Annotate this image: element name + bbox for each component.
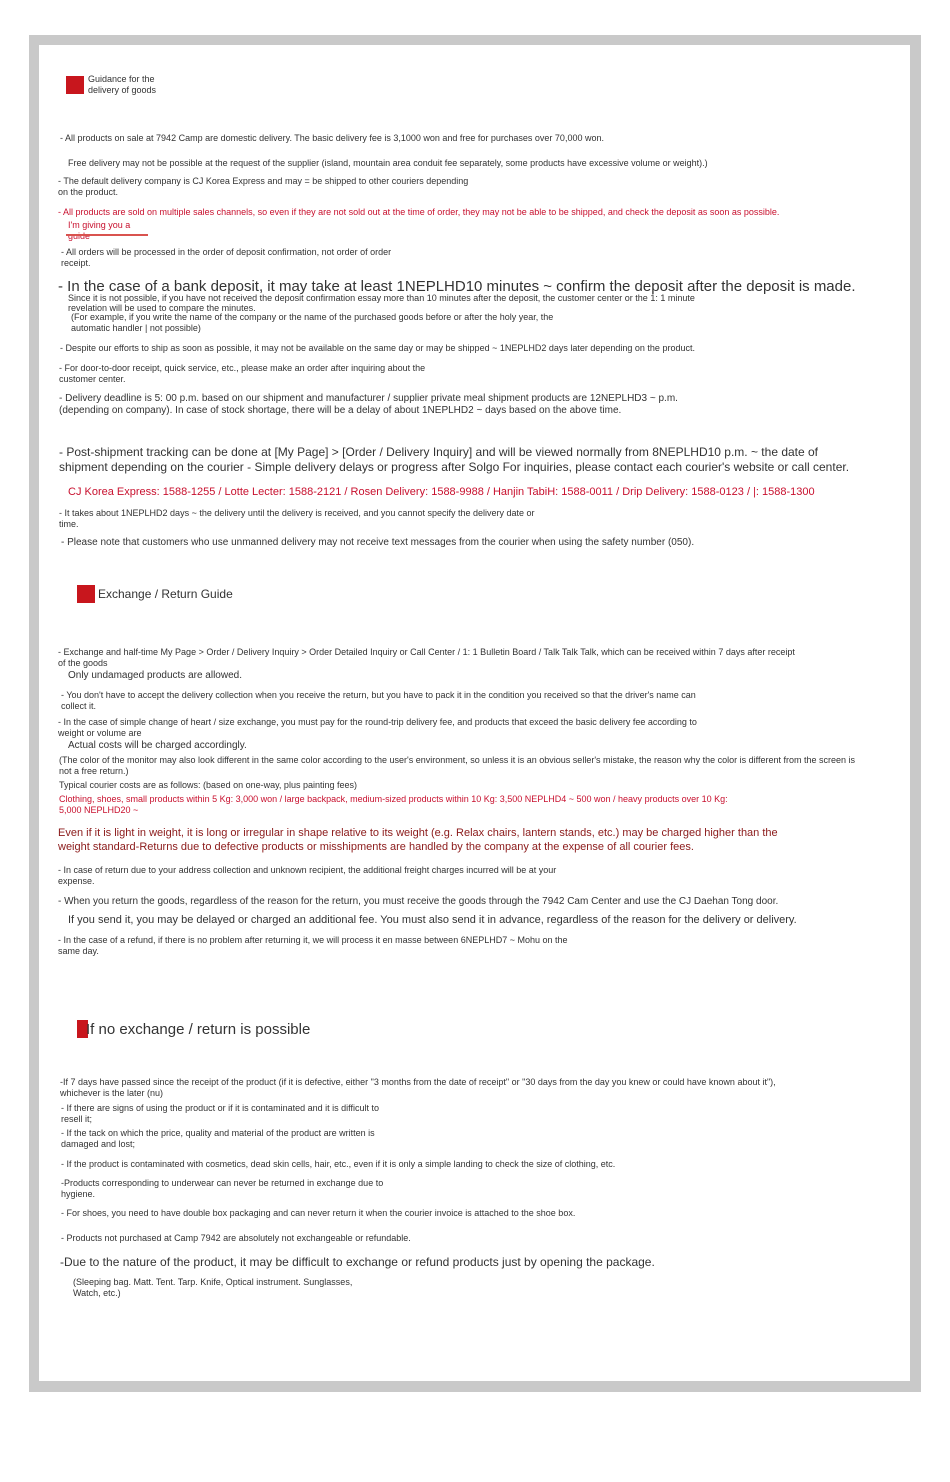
exchange-line-3: - You don't have to accept the delivery collection when you receive the return, but you have to pack it in the condition you received so that the driver's name can collect it. [61, 690, 696, 711]
section-marker-icon [66, 76, 84, 94]
delivery-line-9: - Despite our efforts to ship as soon as possible, it may not be available on the same day or may be shipped ~ 1NEPLHD2 days later depending on the product. [60, 343, 695, 353]
delivery-line-2: Free delivery may not be possible at the request of the supplier (island, mountain area conduit fee separately, some products have excessive volume or weight).) [68, 158, 708, 168]
noreturn-line-6: - For shoes, you need to have double box packaging and can never return it when the courier invoice is attached to the shoe box. [61, 1208, 576, 1218]
delivery-line-1: - All products on sale at 7942 Camp are domestic delivery. The basic delivery fee is 3,1000 won and free for purchases over 70,000 won. [60, 133, 604, 143]
exchange-line-5: Actual costs will be charged accordingly. [68, 740, 247, 751]
noreturn-line-2: - If there are signs of using the product or if it is contaminated and it is difficult to resell it; [61, 1103, 379, 1124]
noreturn-line-4: - If the product is contaminated with cosmetics, dead skin cells, hair, etc., even if it is only a simple landing to check the size of clothing, etc. [61, 1159, 616, 1169]
noreturn-heading: If no exchange / return is possible [86, 1021, 311, 1038]
noreturn-line-9: (Sleeping bag. Matt. Tent. Tarp. Knife, Optical instrument. Sunglasses, Watch, etc.) [73, 1277, 353, 1298]
guide-note: I'm giving you a [68, 220, 131, 230]
noreturn-line-1: -If 7 days have passed since the receipt of the product (if it is defective, either "3 months from the date of receipt" or "30 days from the day you knew or could have known about it"), whichever is the later (nu) [60, 1077, 776, 1098]
delivery-line-6: - In the case of a bank deposit, it may take at least 1NEPLHD10 minutes ~ confirm the deposit after the deposit is made. [58, 278, 856, 295]
exchange-line-9: Even if it is light in weight, it is long or irregular in shape relative to its weight (e.g. Relax chairs, lantern stands, etc.) may be charged higher than the weight standard-Returns due to defective products or misshipments are handled by the company at the expense of all courier fees. [58, 827, 778, 854]
delivery-line-10: - For door-to-door receipt, quick service, etc., please make an order after inquiring about the customer center. [59, 363, 426, 384]
delivery-line-3: - The default delivery company is CJ Korea Express and may = be shipped to other couriers depending on the product. [58, 176, 469, 197]
exchange-line-12: If you send it, you may be delayed or charged an additional fee. You must also send it in advance, regardless of the reason for the delivery or delivery. [68, 914, 797, 926]
exchange-line-6: (The color of the monitor may also look different in the same color according to the user's environment, so unless it is an obvious seller's mistake, the reason why the color is different from the screen is not a free return.) [59, 755, 855, 776]
exchange-line-10: - In case of return due to your address collection and unknown recipient, the additional freight charges incurred will be at your expense. [58, 865, 557, 886]
section-marker-icon [77, 585, 95, 603]
exchange-line-7: Typical courier costs are as follows: (based on one-way, plus painting fees) [59, 780, 357, 790]
guide-underline [66, 234, 148, 236]
courier-phone-list: CJ Korea Express: 1588-1255 / Lotte Lecter: 1588-2121 / Rosen Delivery: 1588-9988 / Hanjin TabiH: 1588-0011 / Drip Delivery: 1588-0123 / |: 1588-1300 [68, 486, 815, 498]
delivery-heading: Guidance for the delivery of goods [88, 74, 157, 95]
delivery-line-8: (For example, if you write the name of the company or the name of the purchased goods before or after the holy year, the automatic handler | not possible) [71, 312, 554, 333]
exchange-line-11: - When you return the goods, regardless of the reason for the return, you must receive the goods through the 7942 Cam Center and use the CJ Daehan Tong door. [58, 896, 779, 907]
delivery-line-5: - All orders will be processed in the order of deposit confirmation, not order of order receipt. [61, 247, 392, 268]
content-panel [39, 45, 910, 1381]
noreturn-line-3: - If the tack on which the price, quality and material of the product are written is damaged and lost; [61, 1128, 375, 1149]
exchange-line-13: - In the case of a refund, if there is no problem after returning it, we will process it en masse between 6NEPLHD7 ~ Mohu on the same day. [58, 935, 568, 956]
exchange-line-2: Only undamaged products are allowed. [68, 670, 242, 681]
noreturn-line-8: -Due to the nature of the product, it may be difficult to exchange or refund products just by opening the package. [60, 1255, 655, 1269]
exchange-heading: Exchange / Return Guide [98, 587, 233, 601]
courier-cost-list: Clothing, shoes, small products within 5 Kg: 3,000 won / large backpack, medium-sized products within 10 Kg: 3,500 NEPLHD4 ~ 500 won / heavy products over 10 Kg: 5,000 NEPLHD20 ~ [59, 794, 728, 815]
page-frame [29, 35, 921, 1392]
delivery-line-14: - It takes about 1NEPLHD2 days ~ the delivery until the delivery is received, and you cannot specify the delivery date or time. [59, 508, 535, 529]
exchange-line-1: - Exchange and half-time My Page > Order / Delivery Inquiry > Order Detailed Inquiry or Call Center / 1: 1 Bulletin Board / Talk Talk Talk, which can be received within 7 days after receipt of the goods [58, 647, 795, 668]
delivery-line-4: - All products are sold on multiple sales channels, so even if they are not sold out at the time of order, they may not be able to be shipped, and check the deposit as soon as possible. [58, 207, 780, 217]
delivery-line-7: Since it is not possible, if you have not received the deposit confirmation essay more than 10 minutes after the deposit, the customer center or the 1: 1 minute revelation will be used to compare the minutes. [68, 293, 695, 313]
delivery-line-15: - Please note that customers who use unmanned delivery may not receive text messages from the courier when using the safety number (050). [61, 537, 695, 548]
exchange-line-4: - In the case of simple change of heart / size exchange, you must pay for the round-trip delivery fee, and products that exceed the basic delivery fee according to weight or volume are [58, 717, 697, 738]
noreturn-line-5: -Products corresponding to underwear can never be returned in exchange due to hygiene. [61, 1178, 384, 1199]
delivery-line-11: - Delivery deadline is 5: 00 p.m. based on our shipment and manufacturer / supplier private meal shipment products are 12NEPLHD3 ~ p.m. (depending on company). In case of stock shortage, there will be a delay of about 1NEPLHD2 ~ days based on the above time. [59, 393, 678, 416]
delivery-line-12: - Post-shipment tracking can be done at [My Page] > [Order / Delivery Inquiry] and will be viewed normally from 8NEPLHD10 p.m. ~ the date of shipment depending on the courier - Simple delivery delays or progress after Solgo For inquiries, please contact each courier's website or call center. [59, 445, 850, 474]
noreturn-line-7: - Products not purchased at Camp 7942 are absolutely not exchangeable or refundable. [61, 1233, 411, 1243]
